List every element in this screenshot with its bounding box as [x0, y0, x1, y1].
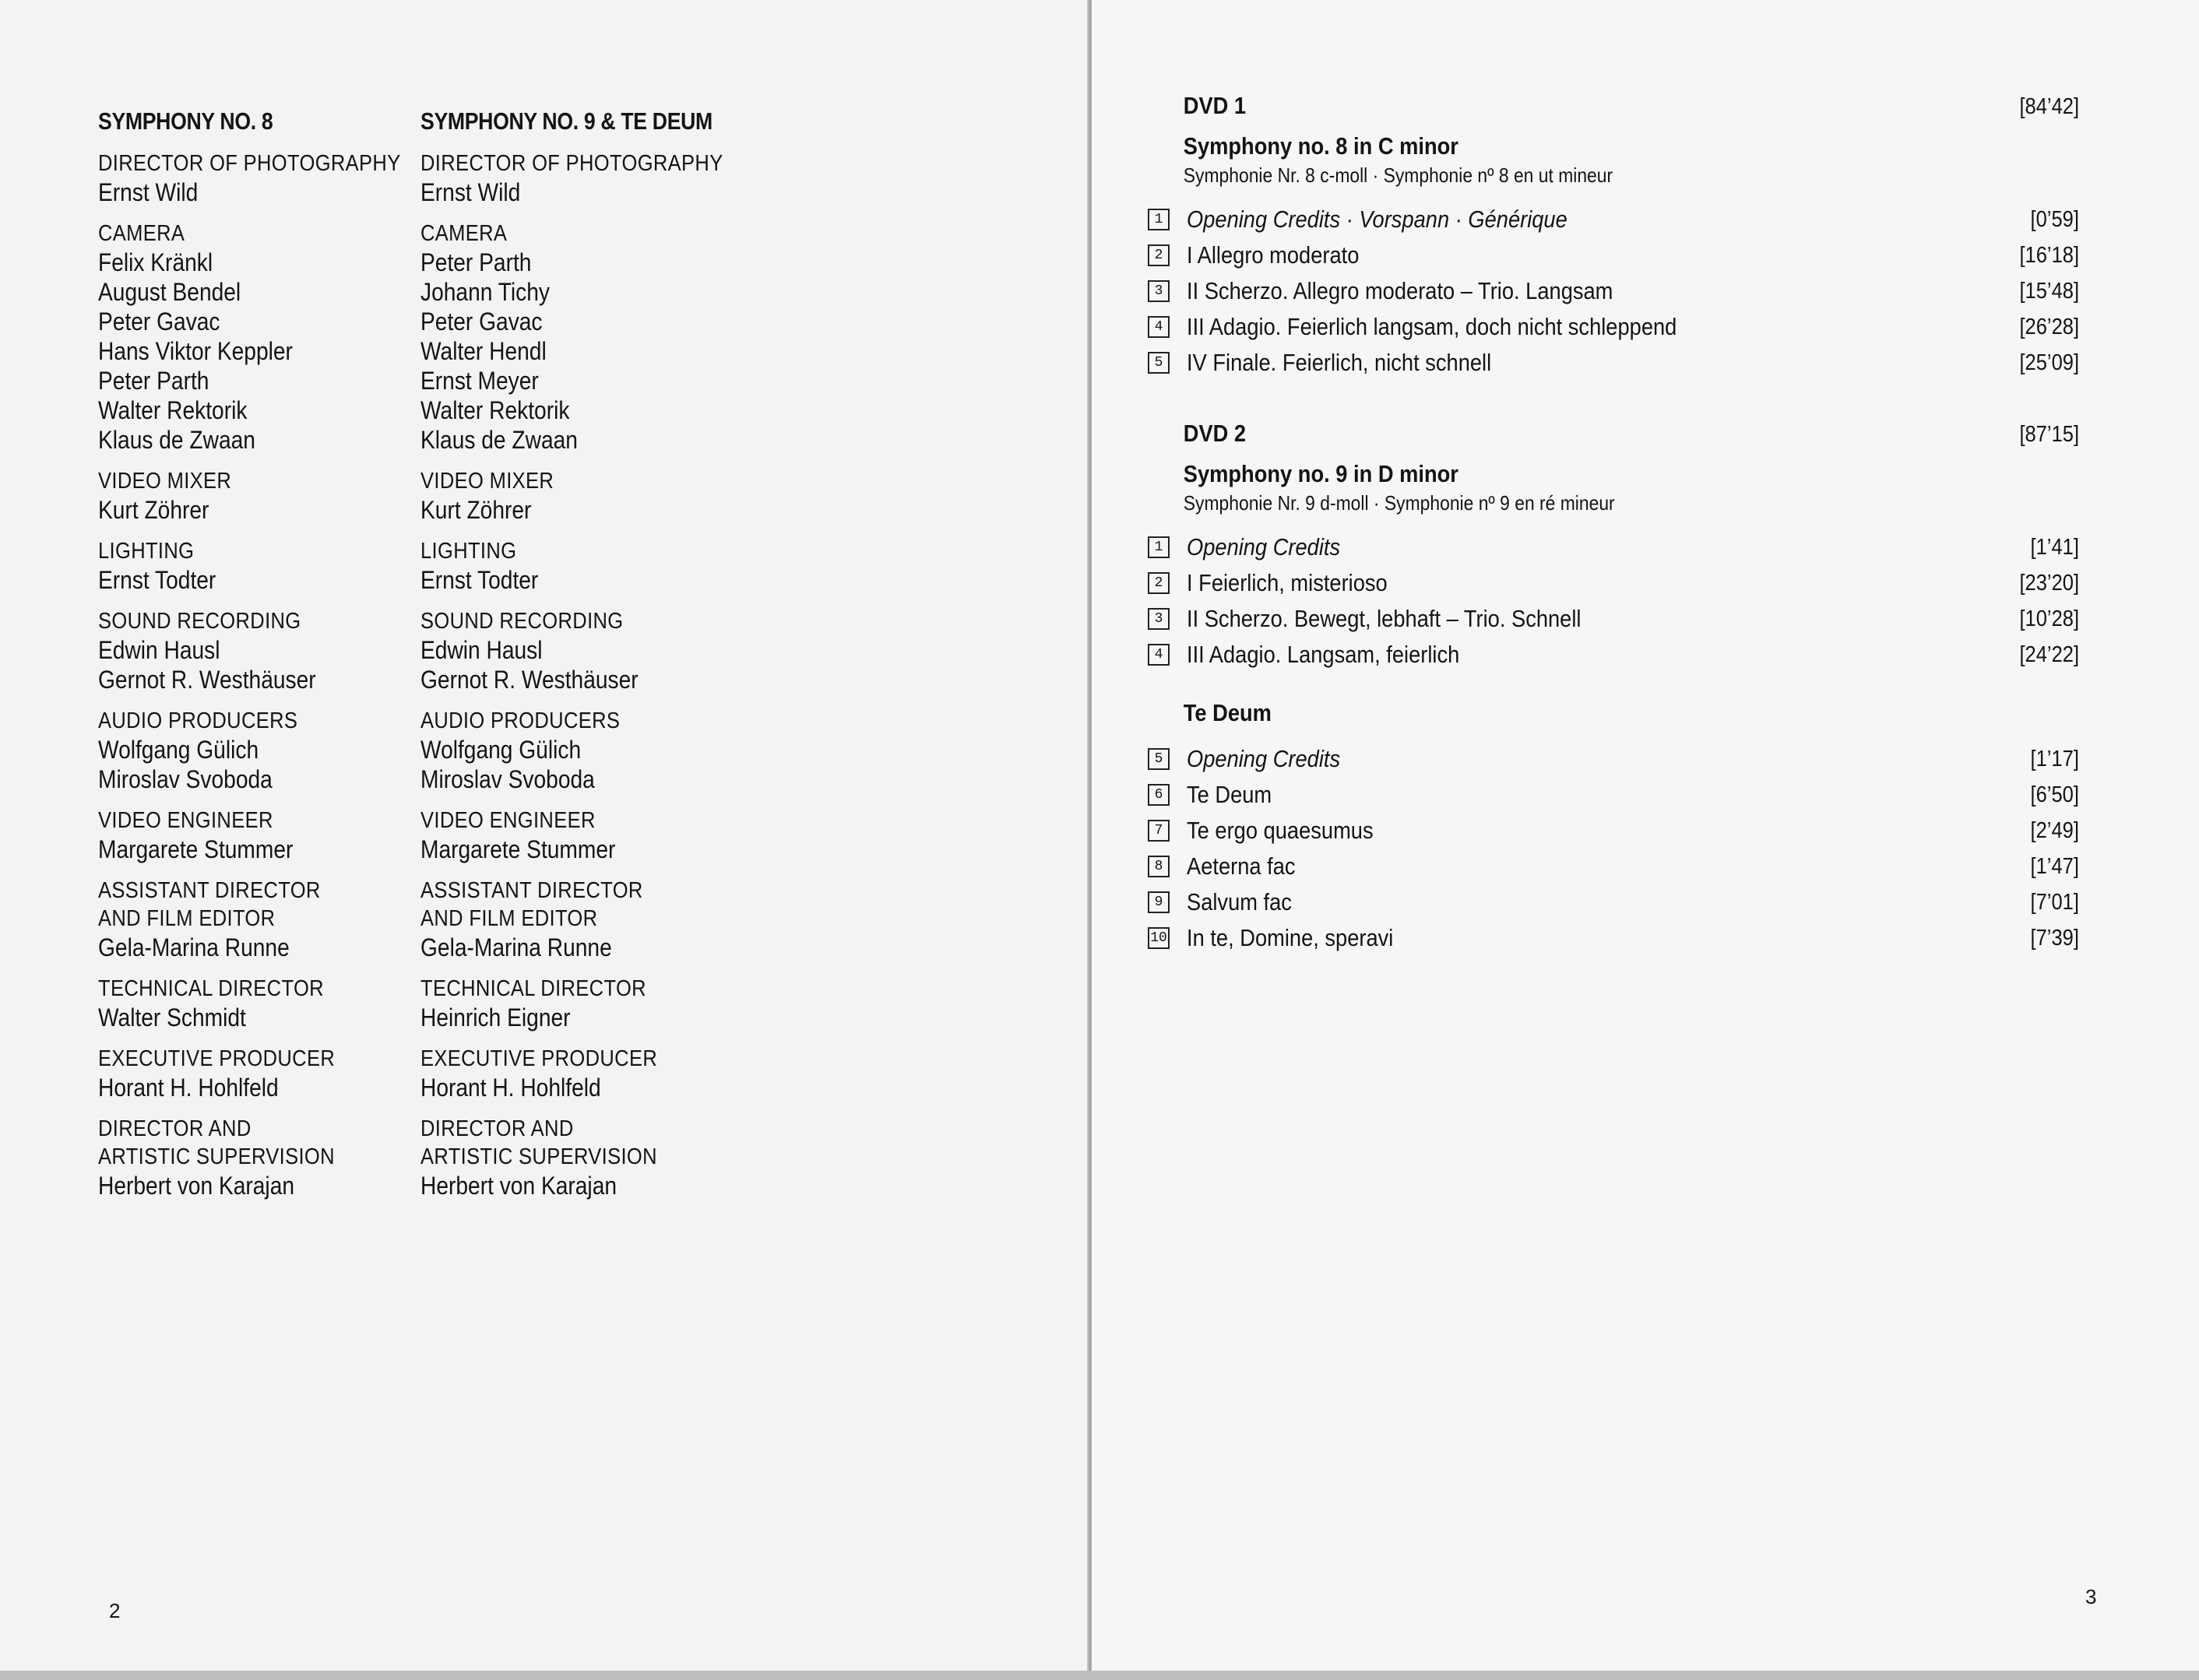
credit-name: Walter Rektorik: [98, 396, 248, 424]
credit-role-line: ASSISTANT DIRECTOR: [420, 878, 643, 903]
credit-group: [420, 607, 732, 694]
track-title: In te, Domine, speravi: [1187, 924, 1394, 951]
credit-name: Herbert von Karajan: [420, 1172, 617, 1200]
track-row: [1148, 202, 2079, 237]
page-number-right: 3: [2085, 1585, 2097, 1608]
credit-name: Herbert von Karajan: [98, 1172, 295, 1200]
credit-role-line: AND FILM EDITOR: [420, 906, 598, 931]
credit-group: [420, 807, 732, 864]
track-duration: [6’50]: [2030, 782, 2079, 807]
track-left: [1148, 605, 1635, 633]
credit-role: CAMERA: [98, 221, 185, 246]
credit-group: [98, 537, 410, 595]
track-number-box: 4: [1148, 644, 1170, 666]
credit-role: VIDEO MIXER: [420, 469, 554, 494]
credit-role: DIRECTOR OF PHOTOGRAPHY: [98, 151, 401, 176]
track-number-box: 3: [1148, 280, 1170, 302]
track-number-box: 1: [1148, 209, 1170, 230]
credit-name: Heinrich Eigner: [420, 1003, 571, 1032]
track-left: [1148, 745, 1361, 773]
track-left: [1148, 313, 1743, 341]
credits-column-symphony-9-te-deum: [420, 106, 732, 1200]
credit-group: [98, 877, 410, 962]
dvd1-work-title: Symphony no. 8 in C minor: [1183, 132, 1458, 160]
credit-name: Gela-Marina Runne: [420, 933, 612, 961]
track-duration: [2’49]: [2030, 817, 2079, 843]
credit-name: Miroslav Svoboda: [420, 765, 595, 793]
track-duration: [24’22]: [2019, 641, 2079, 667]
credit-name: Johann Tichy: [420, 278, 550, 306]
track-title: Opening Credits: [1187, 533, 1341, 561]
credit-group: [420, 220, 732, 455]
track-number-box: 5: [1148, 748, 1170, 770]
left-page: [0, 0, 1089, 1680]
credit-name: Gernot R. Westhäuser: [420, 666, 639, 694]
track-row: [1148, 345, 2079, 381]
track-left: [1148, 817, 1399, 845]
credit-name: Margarete Stummer: [420, 835, 616, 863]
credit-group: [98, 1045, 410, 1102]
credit-role: AUDIO PRODUCERS: [98, 708, 298, 733]
track-duration: [16’18]: [2019, 242, 2079, 268]
track-row: [1148, 884, 2079, 920]
track-duration: [15’48]: [2019, 278, 2079, 304]
credit-role-line: ARTISTIC SUPERVISION: [420, 1144, 657, 1169]
credit-name: Margarete Stummer: [98, 835, 294, 863]
track-duration: [0’59]: [2030, 206, 2079, 232]
credit-group: [98, 807, 410, 864]
dvd2-header: [1148, 420, 2079, 448]
track-duration: [7’01]: [2030, 889, 2079, 915]
credit-group: [98, 607, 410, 694]
track-left: [1148, 569, 1415, 597]
track-number-box: 4: [1148, 316, 1170, 338]
dvd2-duration: [87’15]: [2019, 422, 2079, 447]
dvd1-title: DVD 1: [1183, 92, 1247, 119]
track-row: [1148, 601, 2079, 637]
credit-name: Felix Kränkl: [98, 248, 213, 276]
track-number-box: 6: [1148, 784, 1170, 806]
track-duration: [10’28]: [2019, 606, 2079, 631]
track-title: Salvum fac: [1187, 888, 1292, 916]
track-left: [1148, 241, 1383, 269]
credit-name: Klaus de Zwaan: [420, 426, 578, 454]
track-title: Opening Credits: [1187, 745, 1341, 772]
page-number-left: 2: [109, 1599, 121, 1622]
credit-name: Gela-Marina Runne: [98, 933, 290, 961]
credit-role: VIDEO ENGINEER: [420, 808, 596, 833]
credit-role-line: ASSISTANT DIRECTOR: [98, 878, 321, 903]
dvd1-header: [1148, 92, 2079, 120]
dvd1-work-subtitle: Symphonie Nr. 8 c-moll · Symphonie nº 8 en ut mineur: [1183, 163, 1613, 187]
credit-role: EXECUTIVE PRODUCER: [98, 1046, 336, 1071]
track-title: III Adagio. Feierlich langsam, doch nicht schleppend: [1187, 313, 1677, 340]
credit-role: VIDEO ENGINEER: [98, 808, 273, 833]
track-duration: [7’39]: [2030, 925, 2079, 951]
track-row: [1148, 273, 2079, 309]
credit-name: Wolfgang Gülich: [98, 736, 259, 764]
credit-group: [420, 1115, 732, 1200]
track-title: II Scherzo. Allegro moderato – Trio. Langsam: [1187, 277, 1613, 304]
track-row: [1148, 529, 2079, 565]
track-number-box: 3: [1148, 608, 1170, 630]
credits-column-symphony-8: [98, 106, 410, 1200]
track-left: [1148, 349, 1533, 377]
credit-role: SOUND RECORDING: [420, 609, 624, 634]
credit-name: Hans Viktor Keppler: [98, 337, 293, 365]
track-duration: [1’41]: [2030, 534, 2079, 560]
dvd2-work-subtitle: Symphonie Nr. 9 d-moll · Symphonie nº 9 en ré mineur: [1183, 491, 1615, 515]
credit-group: [420, 975, 732, 1032]
credit-name: Walter Rektorik: [420, 396, 570, 424]
credit-group: [98, 220, 410, 455]
credit-name: Horant H. Hohlfeld: [98, 1074, 279, 1102]
credit-group: [420, 149, 732, 207]
credit-role: TECHNICAL DIRECTOR: [98, 976, 324, 1001]
credit-role: CAMERA: [420, 221, 508, 246]
dvd2-track-list: [1148, 529, 2079, 673]
track-number-box: 5: [1148, 352, 1170, 374]
track-number-box: 9: [1148, 891, 1170, 913]
track-duration: [26’28]: [2019, 314, 2079, 339]
credit-group: [420, 537, 732, 595]
track-duration: [23’20]: [2019, 570, 2079, 596]
track-title: II Scherzo. Bewegt, lebhaft – Trio. Schnell: [1187, 605, 1582, 632]
credit-role: DIRECTOR OF PHOTOGRAPHY: [420, 151, 723, 176]
credit-name: Kurt Zöhrer: [98, 496, 209, 524]
credit-name: Klaus de Zwaan: [98, 426, 255, 454]
credit-name: August Bendel: [98, 278, 241, 306]
track-title: I Allegro moderato: [1187, 241, 1360, 269]
track-row: [1148, 813, 2079, 849]
page-bottom-edge: [0, 1671, 2199, 1680]
track-row: [1148, 237, 2079, 273]
credit-name: Kurt Zöhrer: [420, 496, 532, 524]
track-left: [1148, 641, 1497, 669]
credit-role: TECHNICAL DIRECTOR: [420, 976, 646, 1001]
dvd2-work-title: Symphony no. 9 in D minor: [1183, 460, 1458, 487]
track-title: III Adagio. Langsam, feierlich: [1187, 641, 1460, 668]
credit-group: [98, 707, 410, 794]
credit-name: Wolfgang Gülich: [420, 736, 582, 764]
dvd1-duration: [84’42]: [2019, 94, 2079, 119]
credit-role-line: DIRECTOR AND: [98, 1116, 252, 1141]
track-title: IV Finale. Feierlich, nicht schnell: [1187, 349, 1492, 376]
credit-name: Edwin Hausl: [420, 636, 543, 664]
column-title: SYMPHONY NO. 8: [98, 107, 273, 135]
track-left: [1148, 781, 1283, 809]
track-left: [1148, 277, 1671, 305]
track-number-box: 1: [1148, 536, 1170, 558]
credit-name: Horant H. Hohlfeld: [420, 1074, 601, 1102]
credit-role-line: DIRECTOR AND: [420, 1116, 574, 1141]
credit-name: Ernst Meyer: [420, 367, 539, 395]
track-number-box: 2: [1148, 572, 1170, 594]
track-duration: [1’47]: [2030, 853, 2079, 879]
credit-group: [420, 877, 732, 962]
track-duration: [25’09]: [2019, 350, 2079, 375]
track-left: [1148, 852, 1311, 880]
credit-group: [98, 149, 410, 207]
track-row: [1148, 565, 2079, 601]
track-title: Aeterna fac: [1187, 852, 1296, 880]
credit-role: LIGHTING: [420, 539, 517, 564]
credit-group: [420, 707, 732, 794]
track-left: [1148, 206, 1619, 234]
credit-name: Gernot R. Westhäuser: [98, 666, 316, 694]
dvd2-title: DVD 2: [1183, 420, 1247, 447]
te-deum-title: Te Deum: [1183, 699, 1272, 726]
credit-name: Ernst Wild: [420, 178, 521, 206]
credit-name: Walter Hendl: [420, 337, 547, 365]
credit-group: [420, 1045, 732, 1102]
track-number-box: 10: [1148, 927, 1170, 949]
track-title: Te ergo quaesumus: [1187, 817, 1374, 844]
track-number-box: 2: [1148, 244, 1170, 266]
track-listing: [1148, 92, 2079, 956]
credit-name: Edwin Hausl: [98, 636, 220, 664]
credit-name: Peter Parth: [420, 248, 532, 276]
credit-name: Peter Gavac: [420, 308, 543, 336]
track-left: [1148, 924, 1422, 952]
track-title: Te Deum: [1187, 781, 1272, 808]
track-row: [1148, 637, 2079, 673]
track-title: I Feierlich, misterioso: [1187, 569, 1388, 596]
column-title: SYMPHONY NO. 9 & TE DEUM: [420, 107, 712, 135]
credit-name: Miroslav Svoboda: [98, 765, 273, 793]
track-row: [1148, 777, 2079, 813]
track-title: Opening Credits · Vorspann · Générique: [1187, 206, 1567, 233]
track-left: [1148, 533, 1361, 561]
credit-role: SOUND RECORDING: [98, 609, 301, 634]
credit-role-line: ARTISTIC SUPERVISION: [98, 1144, 335, 1169]
credit-role: EXECUTIVE PRODUCER: [420, 1046, 658, 1071]
credit-group: [420, 467, 732, 525]
track-row: [1148, 309, 2079, 345]
track-number-box: 8: [1148, 856, 1170, 877]
dvd1-track-list: [1148, 202, 2079, 381]
credit-role: LIGHTING: [98, 539, 195, 564]
track-row: [1148, 741, 2079, 777]
credit-role-line: AND FILM EDITOR: [98, 906, 276, 931]
credit-role: VIDEO MIXER: [98, 469, 232, 494]
track-left: [1148, 888, 1306, 916]
credit-name: Peter Parth: [98, 367, 209, 395]
track-row: [1148, 849, 2079, 884]
credit-name: Ernst Wild: [98, 178, 199, 206]
te-deum-track-list: [1148, 741, 2079, 956]
track-number-box: 7: [1148, 820, 1170, 842]
credit-group: [98, 1115, 410, 1200]
credit-name: Peter Gavac: [98, 308, 220, 336]
credit-group: [98, 975, 410, 1032]
track-row: [1148, 920, 2079, 956]
credit-name: Ernst Todter: [420, 566, 539, 594]
credit-name: Walter Schmidt: [98, 1003, 246, 1032]
credit-name: Ernst Todter: [98, 566, 216, 594]
credit-group: [98, 467, 410, 525]
track-duration: [1’17]: [2030, 746, 2079, 771]
credit-role: AUDIO PRODUCERS: [420, 708, 621, 733]
